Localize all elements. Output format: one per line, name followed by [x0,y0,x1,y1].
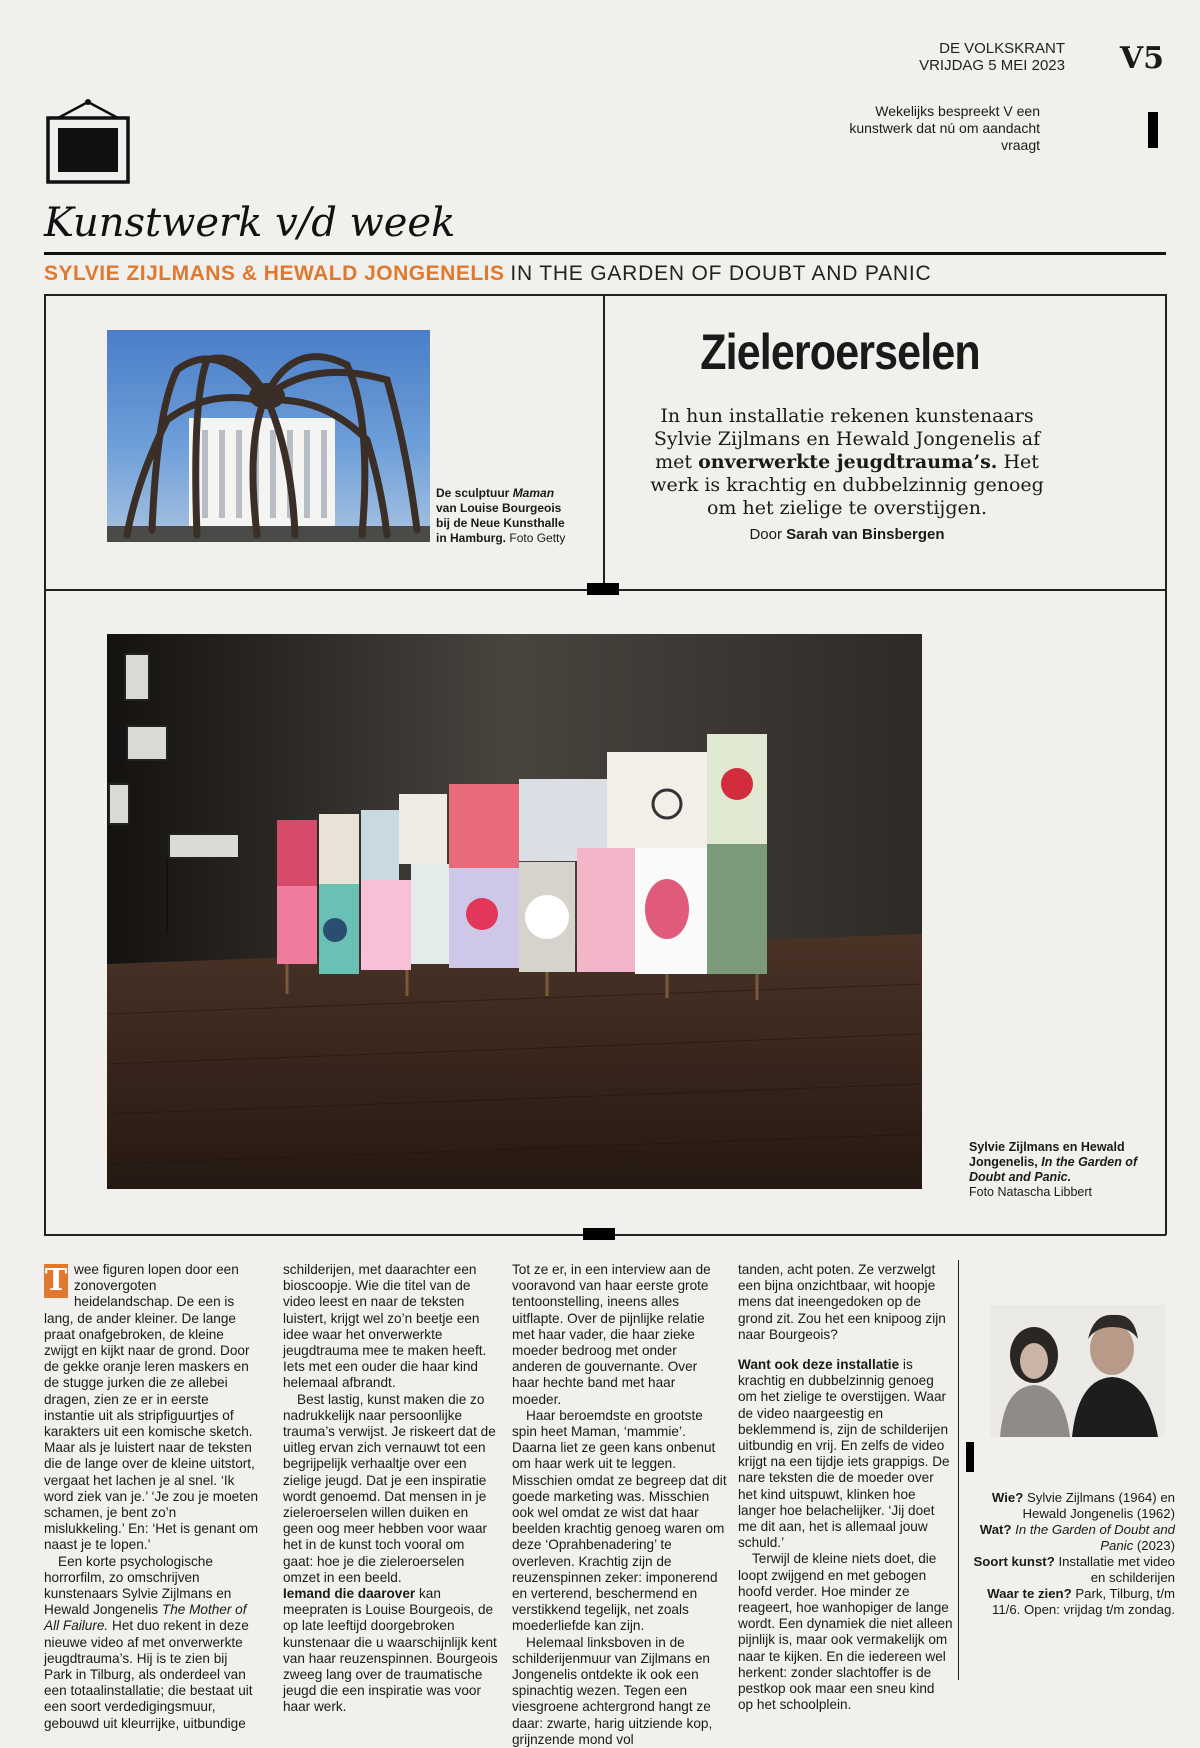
article-column-2 [283,1262,498,1716]
fact-what-value: In the Garden of Doubt and Panic [1015,1522,1175,1553]
weekly-note: Wekelijks bespreekt V een kunstwerk dat nú om aandacht vraagt [849,103,1040,153]
article-paragraph: Best lastig, kunst maken die zo nadrukkelijk naar persoonlijke trauma’s verwijst. Je riskeert dat de uitleg ervan zich vernauwt tot een begrijpelijk verhaaltje over een zielige jeugd. Dat je een inspiratie wordt genoemd. Dat mensen in je zieleroerselen willen duiken en geen oog meer hebben voor waar het in de kunst toch vooral om gaat: hoe je die zieleroerselen omzet in een beeld. [283,1391,496,1585]
intro-text-2: Het werk is krachtig en dubbelzinnig genoeg om het zielige te overstijgen. [650,451,1044,519]
intro-bold: onverwerkte jeugdtrauma’s. [698,451,998,473]
page-number: V5 [1119,41,1164,76]
caption-line2: van Louise Bourgeois [436,501,562,515]
top-box-divider [603,294,605,589]
fact-kind-label: Soort kunst? [973,1554,1055,1569]
issue-date: VRIJDAG 5 MEI 2023 [919,57,1065,74]
article-headline: Zieleroerselen [700,324,980,380]
installation-photo [107,634,922,1189]
article-paragraph: Terwijl de kleine niets doet, die loopt zwijgend en met gebogen hoofd verder. Hoe minder ze reageert, hoe wanhopiger de lange wordt. Een dynamiek die niet alleen pijnlijk is, maar ook vermakelijk om naar te kijken. En die iedereen wel herkent: zonder slachtoffer is de pestkop ook maar een sneu kind op het schoolplein. [738,1551,953,1713]
section-title: Kunstwerk v/d week [44,200,456,246]
article-column-1 [44,1262,259,1732]
article-paragraph: wee figuren lopen door een zonovergoten heidelandschap. De een is lang, de ander kleiner. De lange praat onafgebroken, de kleine zwijgt en kijkt naar de grond. Door de gekke oranje leren maskers en de stugge jurken die ze allebei dragen, zien ze er in eerste instantie uit als stripfiguurtjes of karakters uit een komische sketch. Maar als je luistert naar de teksten die de lange over de kleine uitstort, vergaat het lachen je al snel. ‘Ik word ziek van je.’ ‘Je zou je moeten schamen, je bent zo’n mislukkeling.’ En: ‘Het is genant om naast je te lopen.’ [44,1262,259,1553]
article-paragraph-cont: Het duo rekent in deze nieuwe video af met onverwerkte jeugdtrauma’s. Hij is te zien bij Park in Tilburg, als onderdeel van een totaalinstallatie; die bestaat uit een soort verdedigingsmuur, gebouwd uit kleurrijke, uitbundige [44,1618,253,1731]
article-paragraph: is krachtig en dubbelzinnig genoeg om het zielige te overstijgen. Waar de video naargeestig en beklemmend is, zijn de schilderijen uitbundig en vrij. En zelfs de video krijgt na een tijdje iets grappigs. De nare teksten die de moeder over het kind uitspuwt, klinken hoe langer hoe belachelijker. ‘Jij doet me dit aan, het is allemaal jouw schuld.’ [738,1357,950,1551]
article-paragraph: tanden, acht poten. Ze verzwelgt een bijna onzichtbaar, wit hoopje mens dat ineengedoken op de grond zit. Zou het een knipoog zijn naar Bourgeois? [738,1262,946,1342]
byline [642,526,1052,543]
box-right-border [1165,294,1167,1235]
fact-where-value: Park, Tilburg, t/m 11/6. Open: vrijdag t/m zondag. [991,1586,1175,1617]
fact-box [970,1490,1175,1618]
spider-sculpture-photo [107,330,430,542]
artists-portrait-image [990,1305,1165,1437]
fact-what-year: (2023) [1136,1538,1175,1553]
article-paragraph: kan meepraten is Louise Bourgeois, de op late leeftijd doorgebroken kunstenaar die u waarschijnlijk kent van haar reuzenspinnen. Bourgeois zweeg lang over de traumatische jeugd die een inspiratie was voor haar werk. [283,1586,498,1715]
caption-line3: bij de Neue Kunsthalle [436,516,565,530]
work-title: IN THE GARDEN OF DOUBT AND PANIC [510,262,932,285]
article-column-3 [512,1262,727,1748]
article-paragraph: Een korte psychologische horrorfilm, zo omschrijven kunstenaars Sylvie Zijlmans en Hewald Jongenelis [44,1553,232,1618]
installation-image [107,634,922,1189]
top-box-border [44,294,1166,296]
main-photo-credit: Foto Natascha Libbert [969,1185,1092,1199]
article-paragraph: Tot ze er, in een interview aan de vooravond van haar eerste grote tentoonstelling, ineens alles uitflapte. Over de pijnlijke relatie met haar vader, die haar zieke moeder bedroog met onder anderen de gouvernante. Over haar hechte band met haar moeder. [512,1262,711,1407]
subhead-lead: Want ook deze installatie [738,1357,900,1373]
caption-lead: De sculptuur [436,486,510,500]
paper-name: DE VOLKSKRANT [939,40,1065,57]
masthead-paper-date [919,40,1065,74]
middle-marker [587,583,619,595]
intro-text-1: In hun installatie rekenen kunstenaars Sylvie Zijlmans en Hewald Jongenelis af met [653,405,1041,473]
work-title-line [44,262,932,286]
main-caption-line1: Sylvie Zijlmans en Hewald [969,1140,1125,1154]
sidebar-divider [958,1260,959,1680]
sidebar-marker [966,1442,974,1472]
artists-name: SYLVIE ZIJLMANS & HEWALD JONGENELIS [44,262,505,285]
picture-frame-icon [44,98,132,186]
drop-cap: T [44,1263,68,1298]
article-column-4 [738,1262,953,1713]
byline-author: Sarah van Binsbergen [786,526,945,543]
box-left-border [44,294,46,1235]
spider-sculpture-image [107,330,430,542]
article-paragraph: Helemaal linksboven in de schilderijenmuur van Zijlmans en Jongenelis ontdekte ik ook een spinachtig wezen. Tegen een viesgroene achtergrond hangt ze daar: zwarte, harig uitziende kop, grijnzende mond vol [512,1634,713,1747]
spider-photo-caption [436,486,586,546]
main-caption-line2: Jongenelis, [969,1155,1038,1169]
section-rule [44,252,1166,255]
artists-portrait [990,1305,1165,1437]
article-paragraph: Haar beroemdste en grootste spin heet Maman, ‘mammie’. Daarna liet ze geen kans onbenut om haar werk uit te leggen. Misschien omdat ze begreep dat dit goede marketing was. Misschien ook wel omdat ze wist dat haar beelden krachtig genoeg waren om deze ‘Oprahbenadering’ te overleven. Krachtig zijn de reuzenspinnen zeker: imponerend en verterend, beschermend en verstikkend tegelijk, net zoals moederliefde kan zijn. [512,1407,727,1634]
main-caption-italic: In the Garden of Doubt and Panic. [969,1155,1138,1184]
fact-what-label: Wat? [979,1522,1012,1537]
photo-credit: Foto Getty [509,531,566,545]
article-paragraph: schilderijen, met daarachter een bioscoopje. Wie die titel van de video leest en naar de teksten luistert, krijgt wel zo’n beetje een idee waar het onverwerkte jeugdtrauma mee te maken heeft. Iets met een ouder die haar kind helemaal afbrandt. [283,1262,487,1391]
video-title: The Mother of All Failure. [44,1602,247,1634]
fact-where-label: Waar te zien? [987,1586,1072,1601]
byline-prefix: Door [749,526,782,543]
fact-who-value: Sylvie Zijlmans (1964) en Hewald Jongenelis (1962) [1022,1490,1175,1521]
subhead-lead: Iemand die daarover [283,1586,416,1602]
fact-kind-value: Installatie met video en schilderijen [1058,1554,1175,1585]
bottom-marker [583,1228,615,1240]
weekly-note-bar [1148,112,1158,148]
installation-caption [969,1140,1149,1200]
article-intro [642,405,1052,520]
fact-who-label: Wie? [991,1490,1024,1505]
caption-italic: Maman [512,486,555,500]
caption-line4: in Hamburg. [436,531,507,545]
